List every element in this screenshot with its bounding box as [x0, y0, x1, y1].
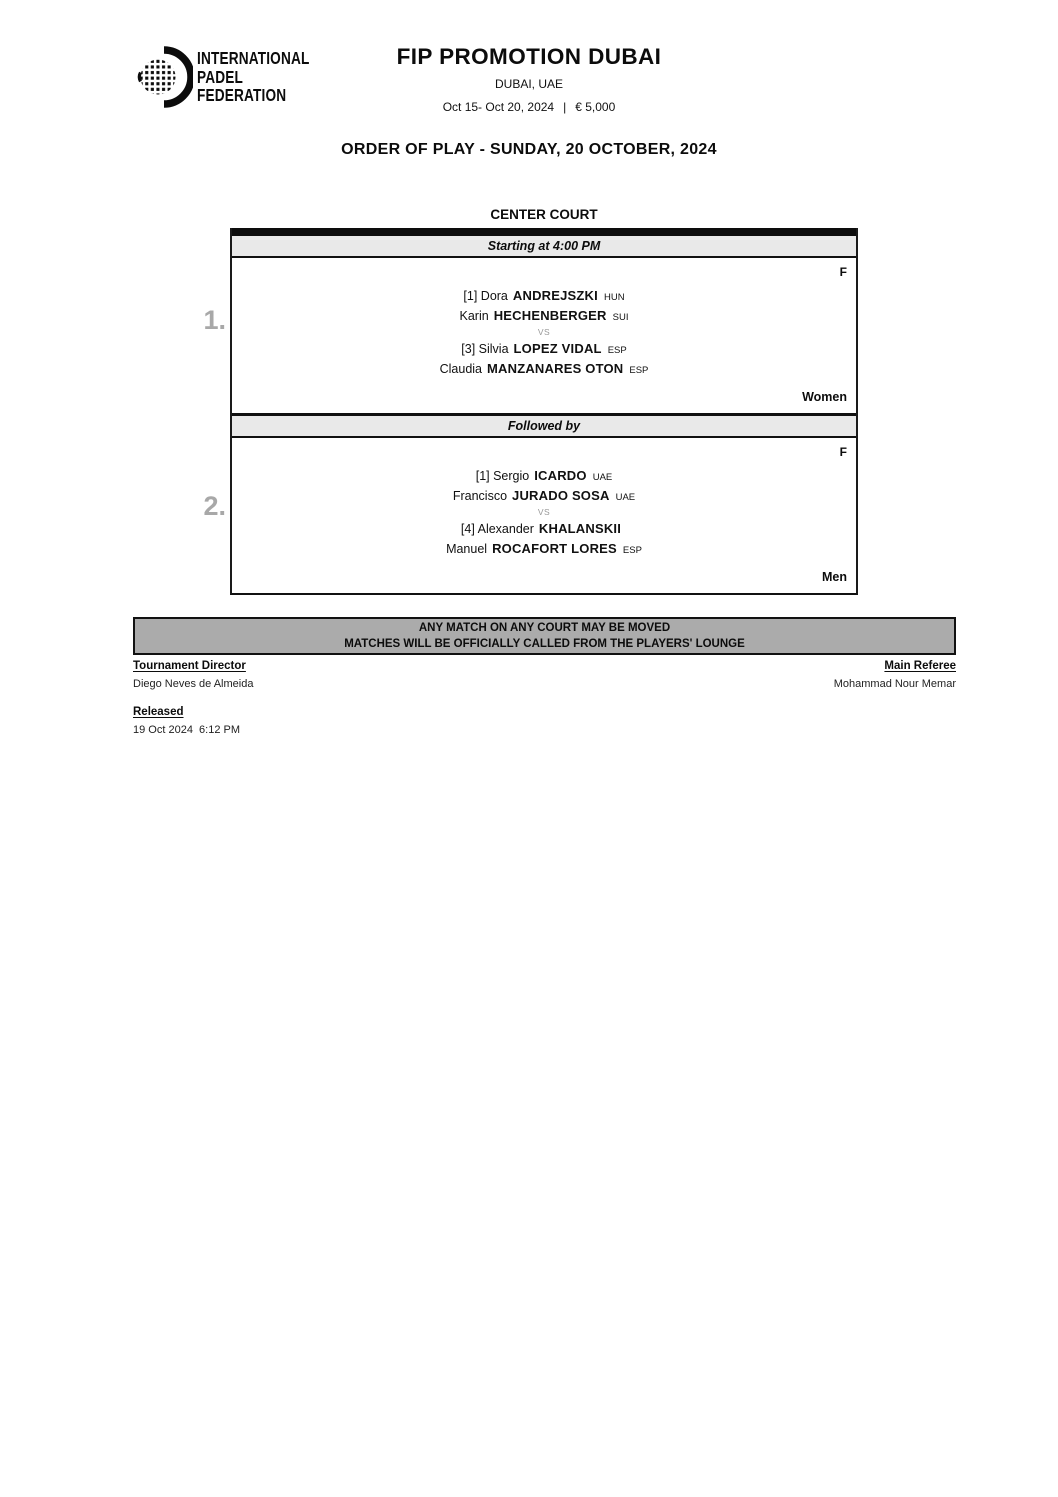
player-seed-first: Manuel: [446, 542, 488, 556]
player-line: [232, 519, 856, 539]
player-seed-first: Karin: [459, 309, 489, 323]
player-last-name: HECHENBERGER: [493, 308, 607, 323]
tournament-dates-prize: [0, 100, 1058, 114]
match-1-schedule-header: Starting at 4:00 PM: [232, 236, 856, 258]
logo-line-2: PADEL: [197, 66, 244, 87]
match-2-lineup: [232, 466, 856, 559]
order-of-play-table: [230, 228, 858, 595]
match-1-category-label: Women: [802, 390, 847, 404]
notice-line-1: ANY MATCH ON ANY COURT MAY BE MOVED: [418, 622, 671, 634]
player-last-name: ROCAFORT LORES: [492, 541, 617, 556]
player-seed-first: Francisco: [452, 489, 508, 503]
player-country: ESP: [607, 345, 627, 356]
main-referee-name: Mohammad Nour Memar: [833, 678, 956, 690]
player-line: [232, 339, 856, 359]
notice-line-2: MATCHES WILL BE OFFICIALLY CALLED FROM THE PLAYERS' LOUNGE: [344, 637, 745, 650]
tournament-title: FIP PROMOTION DUBAI: [396, 44, 662, 69]
player-last-name: LOPEZ VIDAL: [513, 341, 602, 356]
vs-label: VS: [537, 327, 551, 337]
released-block: [133, 706, 956, 736]
main-referee-label: Main Referee: [884, 660, 956, 672]
player-seed-first: [3] Silvia: [461, 342, 509, 356]
player-last-name: MANZANARES OTON: [487, 361, 624, 376]
logo-line-1: INTERNATIONAL: [197, 48, 310, 69]
released-timestamp: 19 Oct 2024 6:12 PM: [133, 724, 241, 736]
released-label: Released: [133, 706, 184, 718]
player-line: [232, 286, 856, 306]
player-country: SUI: [612, 312, 629, 323]
match-2-number: 2.: [203, 491, 226, 521]
player-line: [232, 466, 856, 486]
player-line: [232, 359, 856, 379]
player-seed-first: [1] Sergio: [475, 469, 530, 483]
player-country: HUN: [603, 292, 625, 303]
dates-prize-separator: |: [563, 100, 567, 114]
tournament-director-name: Diego Neves de Almeida: [133, 678, 254, 690]
court-name: CENTER COURT: [490, 207, 598, 222]
player-country: UAE: [592, 472, 613, 483]
tournament-location: DUBAI, UAE: [494, 77, 563, 91]
player-seed-first: Claudia: [439, 362, 482, 376]
tournament-prize: € 5,000: [575, 100, 616, 114]
match-1-round-label: F: [839, 265, 847, 279]
table-top-bar: [232, 228, 856, 236]
match-2-round-label: F: [839, 445, 847, 459]
player-line: [232, 486, 856, 506]
main-referee-block: [834, 660, 956, 690]
match-2-schedule-header: Followed by: [232, 413, 856, 438]
match-2-box: [232, 438, 856, 593]
match-1-lineup: [232, 286, 856, 379]
officials-row: [133, 660, 956, 690]
player-country: ESP: [629, 365, 649, 376]
player-last-name: ANDREJSZKI: [512, 288, 598, 303]
notice-bar: [133, 617, 956, 655]
order-of-play-title: ORDER OF PLAY - SUNDAY, 20 OCTOBER, 2024: [341, 141, 717, 158]
tournament-director-label: Tournament Director: [133, 660, 246, 672]
logo-line-3: FEDERATION: [197, 85, 287, 106]
match-2-category-label: Men: [822, 570, 847, 584]
player-last-name: JURADO SOSA: [512, 488, 610, 503]
player-last-name: KHALANSKII: [538, 521, 622, 536]
match-1-number: 1.: [203, 305, 226, 335]
tournament-header: [0, 44, 1058, 114]
tournament-director-block: [133, 660, 253, 690]
footer: [133, 660, 956, 736]
player-line: [232, 306, 856, 326]
player-seed-first: [4] Alexander: [460, 522, 534, 536]
player-line: [232, 539, 856, 559]
player-last-name: ICARDO: [534, 468, 587, 483]
vs-label: VS: [537, 507, 551, 517]
tournament-dates: Oct 15- Oct 20, 2024: [442, 100, 555, 114]
player-country: ESP: [622, 545, 642, 556]
match-1-box: [232, 258, 856, 413]
player-seed-first: [1] Dora: [463, 289, 508, 303]
player-country: UAE: [615, 492, 636, 503]
